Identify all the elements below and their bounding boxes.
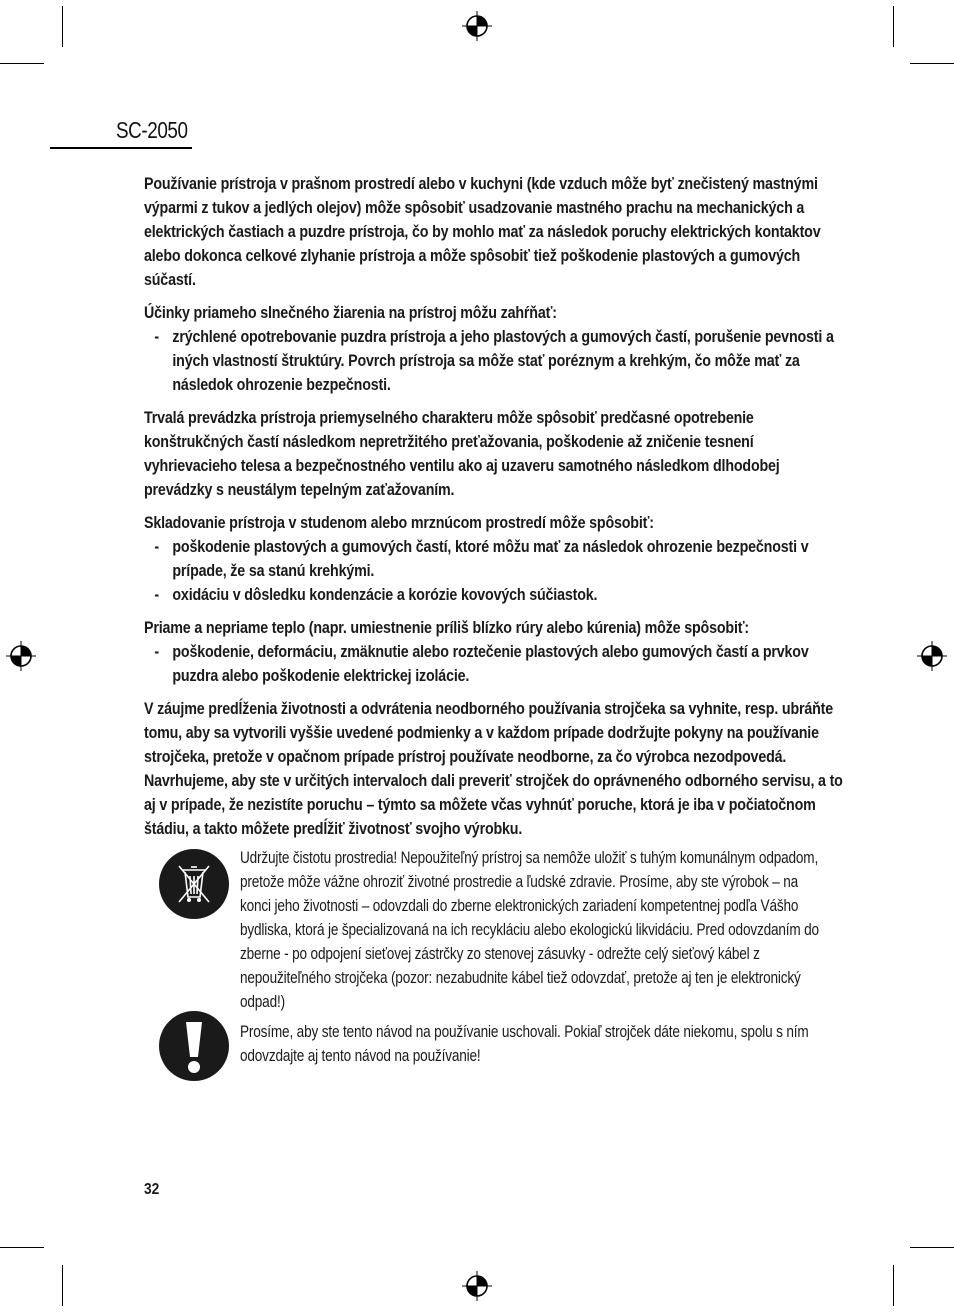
bullet-dash: - xyxy=(154,585,159,604)
registration-mark-top xyxy=(462,11,492,41)
crop-mark xyxy=(893,6,894,47)
bullet-dash: - xyxy=(154,537,159,556)
header-rule xyxy=(50,147,192,149)
paragraph-sunlight-heading: Účinky priameho slnečného žiarenia na prístroj môžu zahŕňať: xyxy=(144,303,557,322)
list-item-text: poškodenie plastových a gumových častí, ktoré môžu mať za následok ohrozenie bezpečnosti v prípade, že sa stanú krehkými. xyxy=(172,537,809,580)
main-content xyxy=(144,172,844,850)
bullet-dash: - xyxy=(154,642,159,661)
cold-list xyxy=(144,535,844,607)
page-number: 32 xyxy=(144,1181,160,1198)
paragraph-industrial: Trvalá prevádzka prístroja priemyselného charakteru môže spôsobiť predčasné opotrebenie konštrukčných častí následkom nepretržitého preťažovania, poškodenie až zničenie tesnení vyhrievacieho telesa a bezpečnostného ventilu ako aj uzaveru samotného následkom dlhodobej prevádzky s neustálym tepelným zaťažovaním. xyxy=(144,408,780,499)
crop-mark xyxy=(0,1247,44,1248)
list-item-text: oxidáciu v dôsledku kondenzácie a korózie kovových súčiastok. xyxy=(172,585,598,604)
registration-mark-right xyxy=(917,641,947,671)
recycling-text: Udržujte čistotu prostredia! Nepoužiteľný prístroj sa nemôže uložiť s tuhým komunálnym odpadom, pretože môže vážne ohroziť životné prostredie a ľudské zdravie. Prosíme, aby ste výrobok – na konci jeho životnosti – odovzdali do zberne elektronických zariadení kompetentnej podľa Vášho bydliska, ktorá je špecializovaná na ich recykláciu alebo ekologickú likvidáciu. Pred odovzdaním do zberne - po odpojení sieťovej zástrčky zo stenovej zásuvky - odrežte celý sieťový kábel z nepoužiteľného strojčeka (pozor: nezabudnite kábel tiež odovzdať, pretože aj ten je elektronický odpad!) xyxy=(240,849,819,1011)
registration-mark-left xyxy=(6,641,36,671)
registration-mark-bottom xyxy=(462,1271,492,1301)
heat-list xyxy=(144,640,844,688)
model-title: SC-2050 xyxy=(116,117,188,143)
paragraph-cold-heading: Skladovanie prístroja v studenom alebo mrznúcom prostredí môže spôsobiť: xyxy=(144,513,654,532)
paragraph-lifetime: V záujme predĺženia životnosti a odvrátenia neodborného používania strojčeka sa vyhnite, resp. ubráňte tomu, aby sa vytvorili vyššie uvedené podmienky a v každom prípade dodržujte pokyny na používanie strojčeka, pretože v opačnom prípade prístroj používate neodborne, za čo výrobca nezodpovedá. Navrhujeme, aby ste v určitých intervaloch dali preveriť strojček do oprávneného odborného servisu, a to aj v prípade, že nezistíte poruchu – týmto sa môžete včas vyhnúť poruche, ktorá je iba v počiatočnom štádiu, a takto môžete predĺžiť životnosť svojho výrobku. xyxy=(144,699,843,838)
crop-mark xyxy=(910,1247,954,1248)
crop-mark xyxy=(62,6,63,47)
exclamation-icon xyxy=(158,1010,230,1082)
sunlight-list xyxy=(144,325,844,397)
paragraph-heat-heading: Priame a nepriame teplo (napr. umiestnenie príliš blízko rúry alebo kúrenia) môže spôsobiť: xyxy=(144,618,749,637)
list-item xyxy=(144,583,844,607)
paragraph-dust: Používanie prístroja v prašnom prostredí alebo v kuchyni (kde vzduch môže byť znečistený mastnými výparmi z tukov a jedlých olejov) môže spôsobiť usadzovanie mastného prachu na mechanických a elektrických častiach a puzdre prístroja, čo by mohlo mať za následok poruchy elektrických kontaktov alebo dokonca celkové zlyhanie prístroja a môže spôsobiť tiež poškodenie plastových a gumových súčastí. xyxy=(144,174,821,289)
list-item xyxy=(144,640,844,688)
list-item xyxy=(144,325,844,397)
list-item xyxy=(144,535,844,583)
keep-manual-text: Prosíme, aby ste tento návod na používanie uschovali. Pokiaľ strojček dáte niekomu, spolu s ním odovzdajte aj tento návod na používanie! xyxy=(240,1023,809,1065)
list-item-text: zrýchlené opotrebovanie puzdra prístroja a jeho plastových a gumových častí, porušenie pevnosti a iných vlastností štruktúry. Povrch prístroja sa môže stať poréznym a krehkým, čo môže mať za následok ohrozenie bezpečnosti. xyxy=(172,327,834,394)
crop-mark xyxy=(893,1265,894,1306)
list-item-text: poškodenie, deformáciu, zmäknutie alebo roztečenie plastových alebo gumových častí a prvkov puzdra alebo poškodenie elektrickej izolácie. xyxy=(172,642,809,685)
crop-mark xyxy=(62,1265,63,1306)
bullet-dash: - xyxy=(154,327,159,346)
crop-mark xyxy=(910,63,954,64)
crop-mark xyxy=(0,63,44,64)
crossed-bin-icon xyxy=(158,848,230,920)
